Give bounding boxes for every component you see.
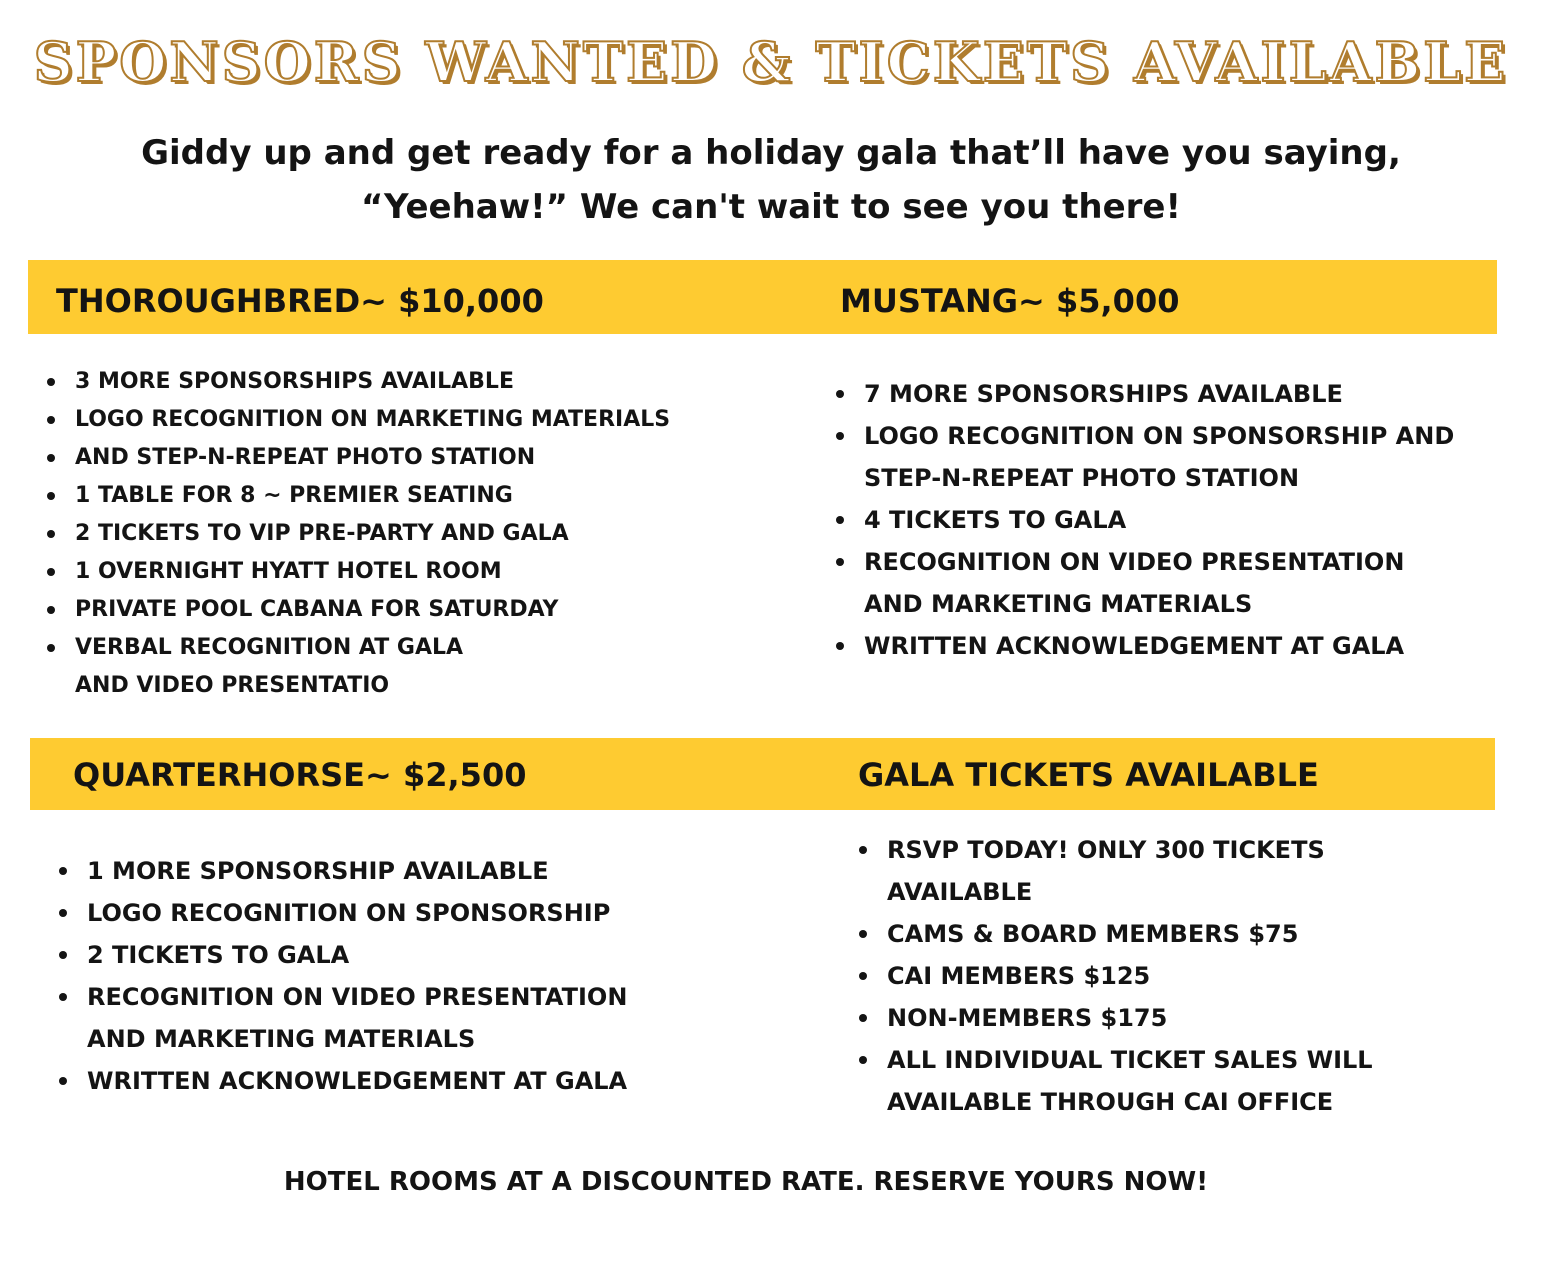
list-item: PRIVATE POOL CABANA FOR SATURDAY xyxy=(45,591,670,629)
list-item-line: ALL INDIVIDUAL TICKET SALES WILL xyxy=(887,1046,1373,1074)
page-title: SPONSORS WANTED & TICKETS AVAILABLE xyxy=(33,30,1509,94)
list-item-line: AND MARKETING MATERIALS xyxy=(864,590,1253,618)
gala-tickets-list xyxy=(857,829,1373,1123)
footer-hotel-notice: HOTEL ROOMS AT A DISCOUNTED RATE. RESERVE YOURS NOW! xyxy=(283,1167,1209,1197)
list-item-line: AND MARKETING MATERIALS xyxy=(87,1025,476,1053)
list-item xyxy=(45,629,670,705)
list-item: AND STEP-N-REPEAT PHOTO STATION xyxy=(45,439,670,477)
list-item: LOGO RECOGNITION ON MARKETING MATERIALS xyxy=(45,401,670,439)
list-item: 1 TABLE FOR 8 ~ PREMIER SEATING xyxy=(45,477,670,515)
list-item: CAMS & BOARD MEMBERS $75 xyxy=(857,913,1373,955)
intro-text-line-1: Giddy up and get ready for a holiday gala that’ll have you saying, xyxy=(141,133,1401,173)
quarterhorse-benefits-list xyxy=(57,850,627,1102)
list-item-line: LOGO RECOGNITION ON SPONSORSHIP AND xyxy=(864,422,1455,450)
list-item xyxy=(834,541,1454,625)
list-item xyxy=(57,976,627,1060)
list-item: WRITTEN ACKNOWLEDGEMENT AT GALA xyxy=(834,625,1454,667)
list-item-line: RECOGNITION ON VIDEO PRESENTATION xyxy=(864,548,1405,576)
list-item-line: STEP-N-REPEAT PHOTO STATION xyxy=(864,464,1300,492)
list-item: CAI MEMBERS $125 xyxy=(857,955,1373,997)
list-item-line: AVAILABLE THROUGH CAI OFFICE xyxy=(887,1088,1334,1116)
quarterhorse-title: QUARTERHORSE~ $2,500 xyxy=(73,756,527,794)
list-item: 1 MORE SPONSORSHIP AVAILABLE xyxy=(57,850,627,892)
list-item: 2 TICKETS TO VIP PRE-PARTY AND GALA xyxy=(45,515,670,553)
list-item-line: RSVP TODAY! ONLY 300 TICKETS xyxy=(887,836,1325,864)
list-item xyxy=(857,1039,1373,1123)
list-item xyxy=(834,415,1454,499)
thoroughbred-benefits-list xyxy=(45,363,670,705)
list-item: 1 OVERNIGHT HYATT HOTEL ROOM xyxy=(45,553,670,591)
list-item: 2 TICKETS TO GALA xyxy=(57,934,627,976)
thoroughbred-title: THOROUGHBRED~ $10,000 xyxy=(56,282,544,320)
list-item: NON-MEMBERS $175 xyxy=(857,997,1373,1039)
list-item-line: RECOGNITION ON VIDEO PRESENTATION xyxy=(87,983,628,1011)
mustang-title: MUSTANG~ $5,000 xyxy=(840,282,1180,320)
list-item: 3 MORE SPONSORSHIPS AVAILABLE xyxy=(45,363,670,401)
list-item: 4 TICKETS TO GALA xyxy=(834,499,1454,541)
mustang-benefits-list xyxy=(834,373,1454,667)
list-item: LOGO RECOGNITION ON SPONSORSHIP xyxy=(57,892,627,934)
list-item: 7 MORE SPONSORSHIPS AVAILABLE xyxy=(834,373,1454,415)
list-item: WRITTEN ACKNOWLEDGEMENT AT GALA xyxy=(57,1060,627,1102)
list-item-line: VERBAL RECOGNITION AT GALA xyxy=(75,635,464,660)
intro-text-line-2: “Yeehaw!” We can't wait to see you there! xyxy=(361,187,1181,227)
list-item-line: AND VIDEO PRESENTATIO xyxy=(75,673,390,698)
list-item-line: AVAILABLE xyxy=(887,878,1033,906)
gala-tickets-title: GALA TICKETS AVAILABLE xyxy=(858,756,1319,794)
list-item xyxy=(857,829,1373,913)
